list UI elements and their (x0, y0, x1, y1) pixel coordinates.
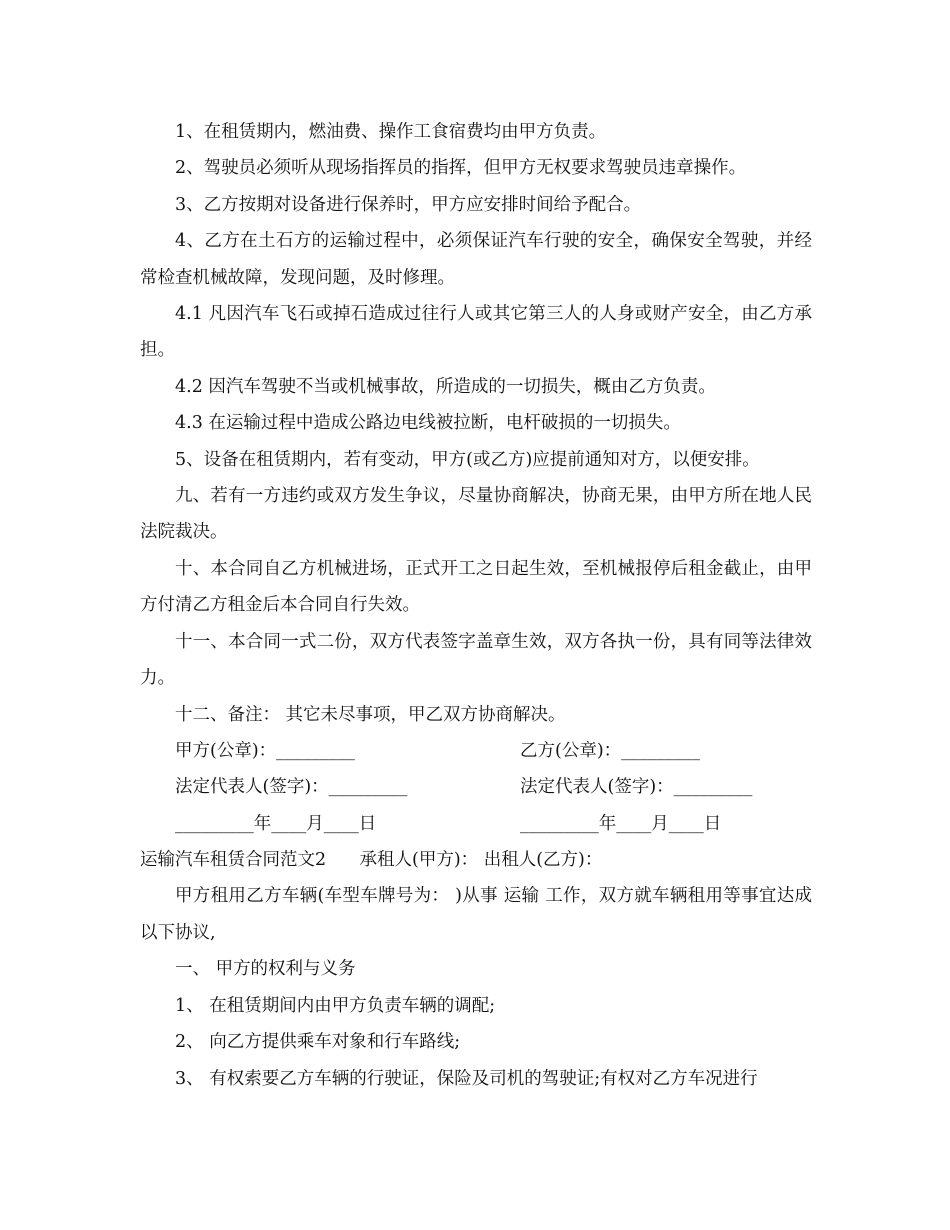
party-a-representative-field: 法定代表人(签字)：_________ (175, 777, 408, 798)
intro-paragraph: 甲方租用乙方车辆(车型车牌号为： )从事 运输 工作，双方就车辆租用等事宜达成以下协议, (140, 886, 812, 943)
document-body (140, 114, 812, 1097)
party-a-date-field: _________年____月____日 (175, 813, 377, 834)
signature-representative-row (140, 769, 812, 805)
party-a-item-3: 3、 有权索要乙方车辆的行驶证，保险及司机的驾驶证;有权对乙方车况进行 (175, 1068, 758, 1089)
clause-2: 2、驾驶员必须听从现场指挥员的指挥，但甲方无权要求驾驶员违章操作。 (175, 158, 747, 179)
clause-1: 1、在租赁期内，燃油费、操作工食宿费均由甲方负责。 (175, 122, 607, 142)
party-b-representative-field: 法定代表人(签字)：_________ (520, 777, 753, 798)
party-a-item-2: 2、 向乙方提供乘车对象和行车路线; (175, 1032, 461, 1053)
clause-5: 5、设备在租赁期内，若有变动，甲方(或乙方)应提前通知对方，以便安排。 (175, 449, 760, 470)
article-11: 十一、本合同一式二份，双方代表签字盖章生效，双方各执一份，具有同等法律效力。 (140, 631, 812, 689)
article-12-remarks: 十二、备注： 其它未尽事项，甲乙双方协商解决。 (175, 704, 566, 725)
clause-4-3: 4.3 在运输过程中造成公路边电线被拉断，电杆破损的一切损失。 (175, 413, 681, 434)
clause-4-1: 4.1 凡因汽车飞石或掉石造成过往行人或其它第三人的人身或财产安全，由乙方承担。 (140, 304, 812, 361)
section-2-header: 运输汽车租赁合同范文2 承租人(甲方)： 出租人(乙方)： (140, 850, 603, 871)
party-a-seal-field: 甲方(公章)：_________ (175, 740, 355, 761)
party-b-seal-field: 乙方(公章)：_________ (520, 740, 700, 761)
signature-date-row (140, 806, 812, 842)
signature-seal-row (140, 733, 812, 769)
party-b-date-field: _________年____月____日 (520, 813, 722, 834)
clause-3: 3、乙方按期对设备进行保养时，甲方应安排时间给予配合。 (175, 194, 642, 215)
article-9: 九、若有一方违约或双方发生争议，尽量协商解决，协商无果，由甲方所在地人民法院裁决。 (140, 486, 812, 543)
clause-4-2: 4.2 因汽车驾驶不当或机械事故，所造成的一切损失，概由乙方负责。 (175, 376, 716, 397)
section-heading-party-a-rights: 一、 甲方的权利与义务 (175, 959, 356, 980)
article-10: 十、本合同自乙方机械进场，正式开工之日起生效，至机械报停后租金截止，由甲方付清乙方租金后本合同自行失效。 (140, 558, 812, 616)
party-a-item-1: 1、 在租赁期间内由甲方负责车辆的调配; (175, 995, 496, 1016)
clause-4: 4、乙方在土石方的运输过程中，必须保证汽车行驶的安全，确保安全驾驶，并经常检查机械故障，发现问题，及时修理。 (140, 231, 812, 288)
